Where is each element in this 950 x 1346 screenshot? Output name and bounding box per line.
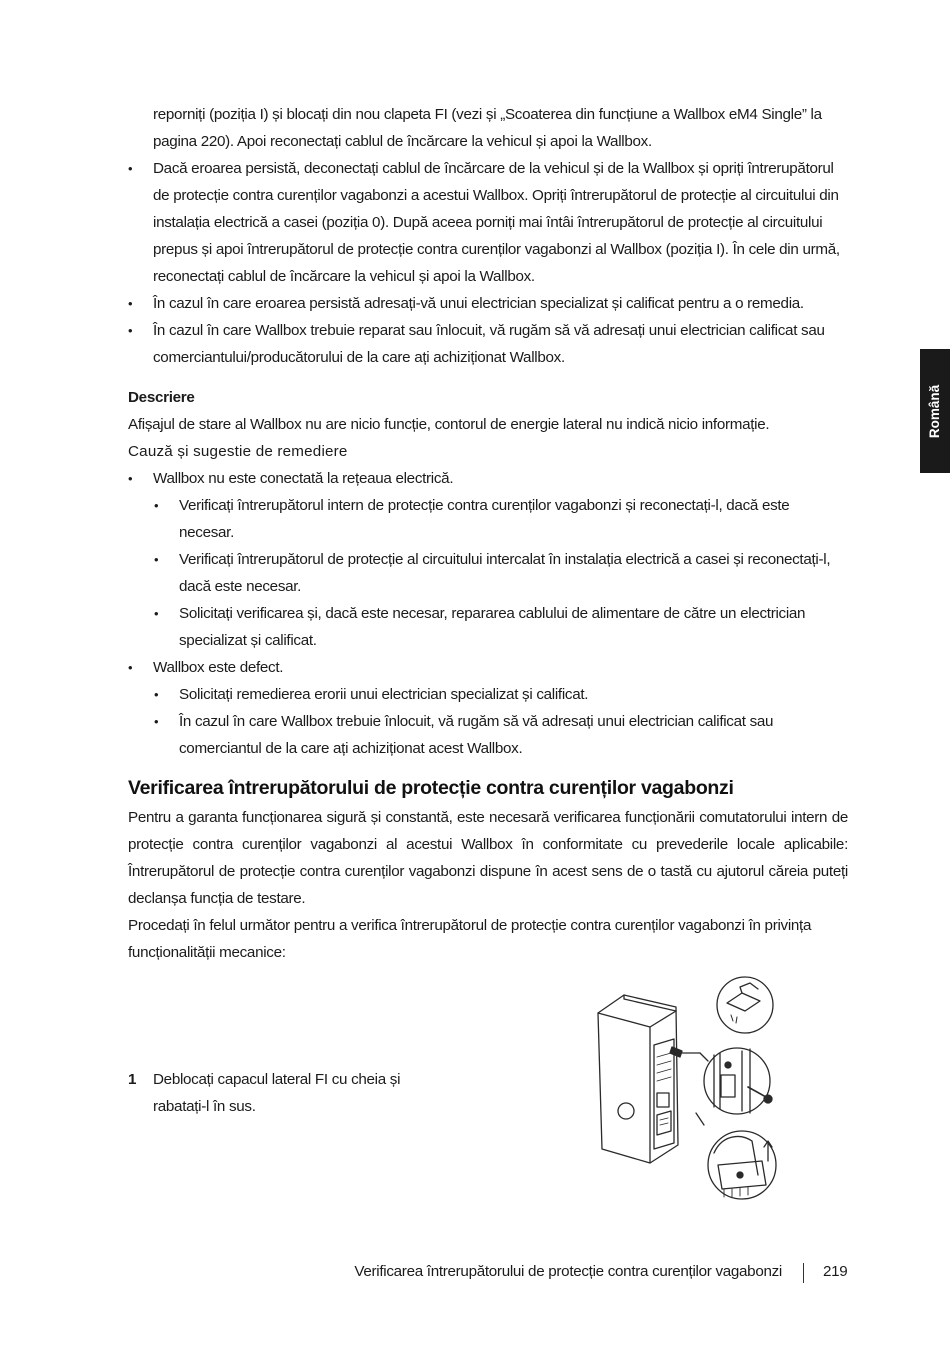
language-label: Română: [927, 384, 943, 438]
footer-title: Verificarea întrerupătorului de protecție contra curenților vagabonzi: [354, 1263, 782, 1280]
remedy-item: • Verificați întrerupătorul de protecție al circuitului intercalat în instalația electrică a casei și reconectați-l, dacă este necesar.: [128, 546, 848, 600]
section-paragraph: Procedați în felul următor pentru a verifica întrerupătorul de protecție contra curenților vagabonzi în privința funcționalității mecanice:: [128, 917, 812, 961]
cause-item: • Wallbox este defect.: [128, 654, 848, 681]
step-text: Deblocați capacul lateral FI cu cheia și rabatați-l în sus.: [153, 1071, 401, 1115]
bullet-item: • În cazul în care eroarea persistă adresați-vă unui electrician specializat și calificat pentru a o remedia.: [128, 290, 848, 317]
continuation-text: reporniți (poziția I) și blocați din nou clapeta FI (vezi și „Scoaterea din funcțiune a Wallbox eM4 Single” la pagina 220). Apoi reconectați cablul de încărcare la vehicul și apoi la Wallbox.: [153, 106, 822, 150]
step-1: [128, 1066, 428, 1120]
cause-heading: Cauză și sugestie de remediere: [128, 443, 348, 460]
bullet-item: • În cazul în care Wallbox trebuie reparat sau înlocuit, vă rugăm să vă adresați unui electrician calificat sau comerciantului/producătorului de la care ați achiziționat Wallbox.: [128, 317, 848, 371]
main-content: [128, 101, 848, 966]
remedy-item: • Solicitați remedierea erorii unui electrician specializat și calificat.: [128, 681, 848, 708]
remedy-item: • Solicitați verificarea și, dacă este necesar, repararea cablului de alimentare de către un electrician specializat și calificat.: [128, 600, 848, 654]
descriere-heading: Descriere: [128, 389, 195, 406]
section-heading: Verificarea întrerupătorului de protecție contra curenților vagabonzi: [128, 777, 734, 799]
page-number: 219: [823, 1263, 848, 1280]
section-paragraph: Pentru a garanta funcționarea sigură și constantă, este necesară verificarea funcționării comutatorului intern de protecție contra curenților vagabonzi al acestui Wallbox în conformitate cu prevederile locale aplicabile: Întrerupătorul de protecție contra curenților vagabonzi dispune în acest sens de o tastă cu ajutorul căreia puteți declanșa funcția de testare.: [128, 809, 848, 907]
remedy-item: • Verificați întrerupătorul intern de protecție contra curenților vagabonzi și reconectați-l, dacă este necesar.: [128, 492, 848, 546]
language-side-tab: [920, 349, 950, 473]
remedy-item: • În cazul în care Wallbox trebuie înlocuit, vă rugăm să vă adresați unui electrician calificat sau comerciantul de la care ați achiziționat acest Wallbox.: [128, 708, 848, 762]
footer-divider: [803, 1263, 804, 1283]
bullet-item: • Dacă eroarea persistă, deconectați cablul de încărcare de la vehicul și de la Wallbox și opriți întrerupătorul de protecție contra curenților vagabonzi a acestui Wallbox. Opriți întrerupătorul de protecție al circuitului din instalația electrică a casei (poziția 0). După aceea porniți mai întâi întrerupătorul de protecție al circuitului prepus și apoi întrerupătorul de protecție contra curenților vagabonzi al Wallbox (poziția I). În cele din urmă, reconectați cablul de încărcare la vehicul și apoi la Wallbox.: [128, 155, 848, 290]
page-footer: [0, 1263, 950, 1285]
wallbox-illustration: [590, 975, 790, 1205]
step-number: 1: [128, 1071, 137, 1088]
cause-item: • Wallbox nu este conectată la rețeaua electrică.: [128, 465, 848, 492]
descriere-text: Afișajul de stare al Wallbox nu are nicio funcție, contorul de energie lateral nu indică nicio informație.: [128, 416, 770, 433]
